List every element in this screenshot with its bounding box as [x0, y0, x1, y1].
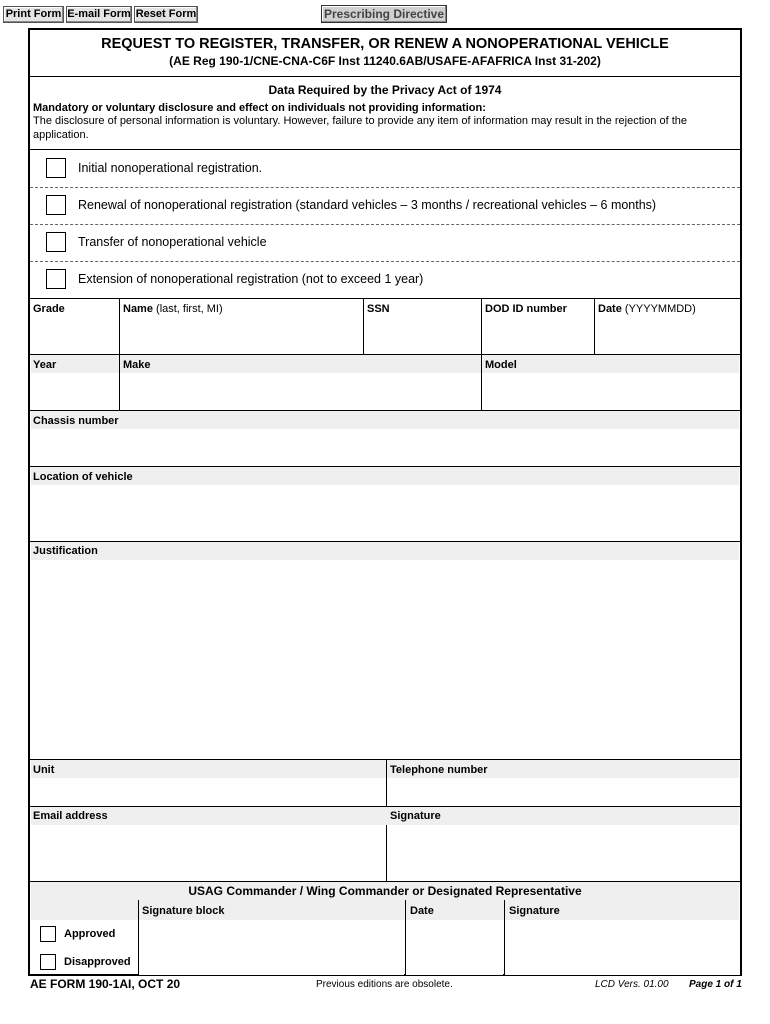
approved-checkbox[interactable]: [40, 926, 56, 942]
row-shade: [31, 411, 739, 429]
telephone-label: Telephone number: [390, 764, 488, 776]
divider: [119, 298, 120, 354]
form-container: [28, 28, 742, 976]
print-form-button[interactable]: Print Form: [3, 6, 64, 23]
prescribing-directive-button[interactable]: Prescribing Directive: [321, 5, 447, 23]
initial-registration-checkbox[interactable]: [46, 158, 66, 178]
divider: [481, 354, 482, 410]
divider: [30, 298, 740, 299]
grade-label: Grade: [33, 303, 65, 315]
commander-signature-field[interactable]: [505, 921, 740, 975]
name-label: Name (last, first, MI): [123, 303, 223, 315]
unit-input[interactable]: [31, 779, 385, 805]
initial-registration-label: Initial nonoperational registration.: [78, 161, 263, 175]
commander-date-label: Date: [410, 905, 434, 917]
email-input[interactable]: [31, 826, 385, 880]
divider: [30, 261, 740, 262]
renewal-registration-label: Renewal of nonoperational registration (standard vehicles – 3 months / recreational vehicles – 6 months): [78, 198, 657, 212]
commander-heading: USAG Commander / Wing Commander or Designated Representative: [188, 884, 582, 898]
privacy-heading: Data Required by the Privacy Act of 1974: [268, 83, 502, 97]
row-shade: [31, 807, 739, 825]
telephone-input[interactable]: [388, 779, 740, 805]
make-label: Make: [123, 359, 151, 371]
justification-input[interactable]: [31, 561, 740, 758]
page-number: Page 1 of 1: [689, 979, 742, 990]
divider: [30, 224, 740, 225]
obsolete-note: Previous editions are obsolete.: [316, 979, 453, 990]
model-input[interactable]: [483, 374, 740, 409]
version-label: LCD Vers. 01.00: [595, 979, 669, 990]
form-id: AE FORM 190-1AI, OCT 20: [30, 977, 181, 991]
renewal-registration-checkbox[interactable]: [46, 195, 66, 215]
dod-id-label: DOD ID number: [485, 303, 567, 315]
divider: [30, 187, 740, 188]
commander-date-input[interactable]: [406, 921, 503, 975]
privacy-subheading: Mandatory or voluntary disclosure and effect on individuals not providing information:: [33, 102, 486, 114]
date-label: Date (YYYYMMDD): [598, 303, 696, 315]
approved-label: Approved: [64, 928, 116, 940]
email-form-button[interactable]: E-mail Form: [66, 6, 132, 23]
row-shade: [31, 467, 739, 485]
divider: [119, 354, 120, 410]
make-input[interactable]: [121, 374, 480, 409]
privacy-text: The disclosure of personal information is voluntary. However, failure to provide any item of information may result in the rejection of the application.: [33, 115, 688, 141]
divider: [30, 149, 740, 150]
reset-form-button[interactable]: Reset Form: [134, 6, 198, 23]
grade-input[interactable]: [31, 318, 118, 353]
disapproved-label: Disapproved: [64, 956, 131, 968]
unit-label: Unit: [33, 764, 55, 776]
location-label: Location of vehicle: [33, 471, 133, 483]
divider: [594, 298, 595, 354]
justification-label: Justification: [33, 545, 98, 557]
commander-signature-label: Signature: [509, 905, 560, 917]
model-label: Model: [485, 359, 517, 371]
transfer-vehicle-label: Transfer of nonoperational vehicle: [78, 235, 267, 249]
name-input[interactable]: [121, 318, 362, 353]
email-label: Email address: [33, 810, 108, 822]
disapproved-checkbox[interactable]: [40, 954, 56, 970]
transfer-vehicle-checkbox[interactable]: [46, 232, 66, 252]
signature-block-input[interactable]: [139, 921, 404, 975]
extension-registration-label: Extension of nonoperational registration (not to exceed 1 year): [78, 272, 424, 286]
location-input[interactable]: [31, 486, 740, 540]
ssn-label: SSN: [367, 303, 390, 315]
row-shade: [31, 760, 739, 778]
year-input[interactable]: [31, 374, 118, 409]
signature-field[interactable]: [388, 826, 740, 880]
divider: [481, 298, 482, 354]
form-title: REQUEST TO REGISTER, TRANSFER, OR RENEW A NONOPERATIONAL VEHICLE: [101, 36, 669, 52]
year-label: Year: [33, 359, 57, 371]
date-input[interactable]: [596, 318, 740, 353]
signature-block-label: Signature block: [142, 905, 225, 917]
divider: [363, 298, 364, 354]
dod-id-input[interactable]: [483, 318, 593, 353]
extension-registration-checkbox[interactable]: [46, 269, 66, 289]
divider: [30, 76, 740, 77]
row-shade: [31, 542, 739, 560]
chassis-number-label: Chassis number: [33, 415, 119, 427]
form-subtitle: (AE Reg 190-1/CNE-CNA-C6F Inst 11240.6AB/USAFE-AFAFRICA Inst 31-202): [169, 54, 601, 68]
signature-label: Signature: [390, 810, 441, 822]
ssn-input[interactable]: [365, 318, 480, 353]
chassis-number-input[interactable]: [31, 430, 740, 465]
